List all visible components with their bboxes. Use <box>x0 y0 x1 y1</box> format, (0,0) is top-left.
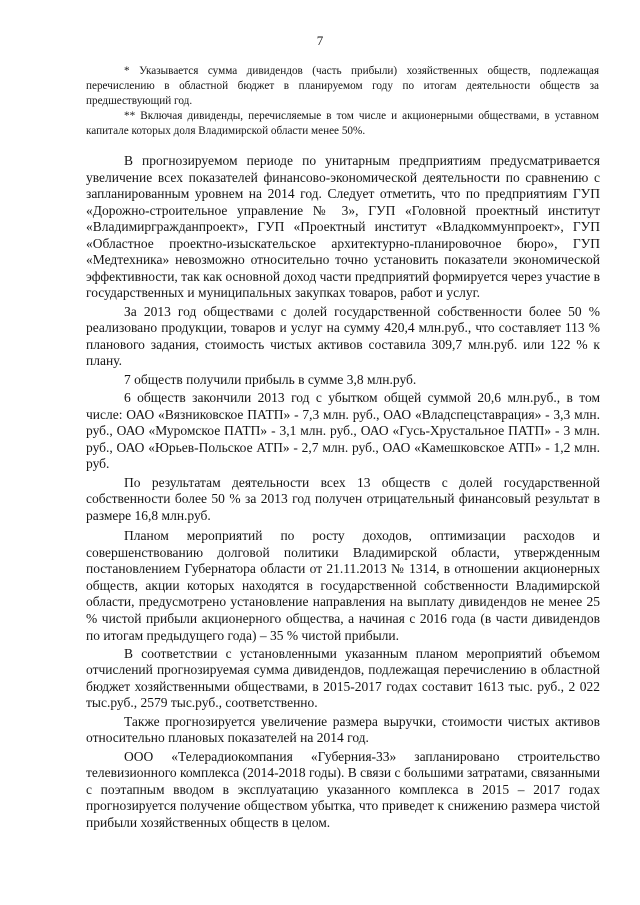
footnote-1: * Указывается сумма дивидендов (часть прибыли) хозяйственных обществ, подлежащая перечислению в областной бюджет в планируемом году по итогам деятельности обществ за предшествующий год. <box>86 65 599 107</box>
page-number: 7 <box>316 33 324 48</box>
paragraph-unitary-enterprises: В прогнозируемом периоде по унитарным предприятиям предусматривается увеличение всех показателей финансово-экономической деятельности по сравнению с запланированным уровнем на 2014 год. Следует отметить, что по предприятиям ГУП «Дорожно-строительное управление № 3», ГУП «Головной проектный институт «Владимиргражданпроект», ГУП «Проектный институт «Владкоммунпроект», ГУП «Областное проектно-изыскательское архитектурно-планировочное бюро», ГУП «Медтехника» невозможно относительно точно установить показатели экономической эффективности, так как основной доход части предприятий формируется через участие в государственных и муниципальных закупках товаров, работ и услуг. <box>86 153 601 301</box>
paragraph-revenue-forecast: Также прогнозируется увеличение размера выручки, стоимости чистых активов относительно плановых показателей на 2014 год. <box>86 713 600 746</box>
paragraph-losses: 6 обществ закончили 2013 год с убытком общей суммой 20,6 млн.руб., в том числе: ОАО «Вязниковское ПАТП» - 7,3 млн. руб., ОАО «Владспецставрация» - 3,3 млн. руб., ОАО «Муромское ПАТП» - 3,1 млн. руб., ОАО «Гусь-Хрустальное ПАТП» - 3 млн. руб., ОАО «Юрьев-Польское АТП» - 2,7 млн. руб., ОАО «Камешковское АТП» - 1,2 млн. руб. <box>86 390 600 472</box>
paragraph-profit: 7 обществ получили прибыль в сумме 3,8 млн.руб. <box>124 371 417 387</box>
footnotes <box>86 64 599 139</box>
paragraph-dividend-forecast: В соответствии с установленными указанным планом мероприятий объемом отчислений прогнозируемая сумма дивидендов, подлежащая перечислению в областной бюджет хозяйственными обществами, в 2015-2017 годах составит 1613 тыс. руб., 2 022 тыс.руб., 2579 тыс.руб., соответственно. <box>86 645 600 711</box>
paragraph-tv-company: ООО «Телерадиокомпания «Губерния-33» запланировано строительство телевизионного комплекса (2014-2018 годы). В связи с большими затратами, связанными с поэтапным вводом в эксплуатацию указанного комплекса в 2015 – 2017 годах прогнозируется получение обществом убытка, что приведет к снижению размера чистой прибыли хозяйственных обществ в целом. <box>86 748 600 830</box>
paragraph-dividend-plan: Планом мероприятий по росту доходов, оптимизации расходов и совершенствованию долговой политики Владимирской области, утвержденным постановлением Губернатора области от 21.11.2013 № 1314, в отношении акционерных обществ, акции которых находятся в государственной собственности Владимирской области, предусмотрено установление направления на выплату дивидендов не менее 25 % чистой прибыли акционерного общества, а начиная с 2016 года (в части дивидендов по итогам предыдущего года) – 35 % чистой прибыли. <box>86 528 600 643</box>
body-text <box>86 153 600 833</box>
paragraph-sales-2013: За 2013 год обществами с долей государственной собственности более 50 % реализовано продукции, товаров и услуг на сумму 420,4 млн.руб., что составляет 113 % планового задания, стоимость чистых активов составила 309,7 млн.руб. или 122 % к плану. <box>86 303 600 369</box>
footnote-2: ** Включая дивиденды, перечисляемые в том числе и акционерными обществами, в уставном капитале которых доля Владимирской области менее 50%. <box>86 110 599 137</box>
paragraph-results: По результатам деятельности всех 13 обществ с долей государственной собственности более 50 % за 2013 год получен отрицательный финансовый результат в размере 16,8 млн.руб. <box>86 474 600 523</box>
